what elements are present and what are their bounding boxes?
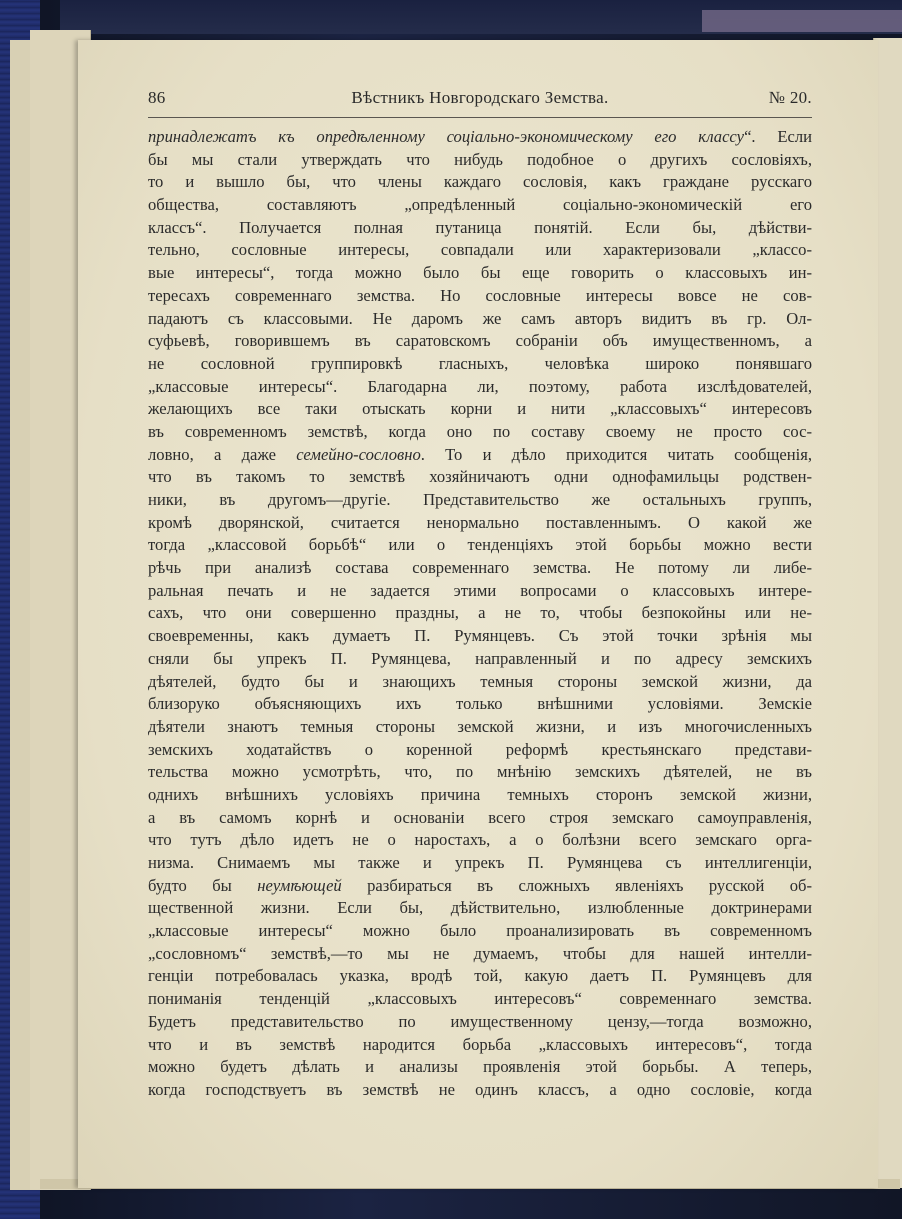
text-line — [148, 285, 812, 308]
text-run: то и вышло бы, что члены каждаго сословія, какъ граждане русскаго — [148, 172, 812, 192]
text-run: когда господствуетъ въ земствѣ не одинъ классъ, а одно сословіе, когда — [148, 1079, 812, 1099]
text-run: тересахъ современнаго земства. Но сословные интересы вовсе не сов- — [148, 285, 812, 305]
text-line — [148, 444, 812, 467]
text-run: „классовые интересы“ можно было проанализировать въ современномъ — [148, 921, 812, 941]
text-run: “. Если — [744, 127, 812, 146]
text-line — [148, 466, 812, 489]
text-run: земскихъ ходатайствъ о коренной реформѣ крестьянскаго представи- — [148, 739, 812, 759]
text-run: кромѣ дворянской, считается ненормально поставленнымъ. О какой же — [148, 512, 812, 532]
text-line — [148, 829, 812, 852]
text-run: не сословной группировкѣ гласныхъ, человѣка широко понявшаго — [148, 353, 812, 373]
text-run: суфьевѣ, говорившемъ въ саратовскомъ собраніи объ имущественномъ, а — [148, 331, 812, 351]
text-run: бы мы стали утверждать что нибудь подобное о другихъ сословіяхъ, — [148, 149, 812, 169]
text-line — [148, 239, 812, 262]
text-run: ральная печать и не задается этими вопросами о классовыхъ интере- — [148, 580, 812, 600]
text-line — [148, 761, 812, 784]
text-run: сняли бы упрекъ П. Румянцева, направленный и по адресу земскихъ — [148, 648, 812, 668]
book-top-edge-strip — [702, 10, 902, 32]
text-run: будто бы — [148, 875, 258, 895]
text-line — [148, 376, 812, 399]
text-line — [148, 1011, 812, 1034]
text-run: а въ самомъ корнѣ и основаніи всего строя земскаго самоуправленія, — [148, 807, 812, 827]
text-run: дѣятелей, будто бы и знающихъ темныя стороны земской жизни, да — [148, 671, 812, 691]
text-line — [148, 512, 812, 535]
text-run: своевременны, какъ думаетъ П. Румянцевъ. Съ этой точки зрѣнія мы — [148, 626, 812, 646]
text-run: вые интересы“, тогда можно было бы еще говорить о классовыхъ ин- — [148, 263, 812, 283]
text-run: однихъ внѣшнихъ условіяхъ причина темныхъ сторонъ земской жизни, — [148, 784, 812, 804]
text-run: ловно, а даже — [148, 444, 297, 464]
text-line — [148, 171, 812, 194]
text-line — [148, 716, 812, 739]
page-number: 86 — [148, 88, 166, 107]
header-rule — [148, 117, 812, 118]
italic-text: неумѣющей — [257, 875, 342, 895]
article-body — [148, 126, 812, 1102]
text-line — [148, 262, 812, 285]
text-run: рѣчь при анализѣ состава современнаго земства. Не потому ли либе- — [148, 558, 812, 578]
text-line — [148, 126, 812, 149]
text-run: дѣятели знаютъ темныя стороны земской жизни, и изъ многочисленныхъ — [148, 716, 812, 736]
text-run: щественной жизни. Если бы, дѣйствительно, излюбленные доктринерами — [148, 898, 812, 918]
text-line — [148, 534, 812, 557]
text-run: „классовые интересы“. Благодарна ли, поэтому, работа изслѣдователей, — [148, 376, 812, 396]
text-run: пониманія тенденцій „классовыхъ интересовъ“ современнаго земства. — [148, 989, 812, 1009]
text-run: тельно, сословные интересы, совпадали или характеризовали „классо- — [148, 240, 812, 260]
text-line — [148, 988, 812, 1011]
text-line — [148, 648, 812, 671]
text-run: „сословномъ“ земствѣ,—то мы не думаемъ, чтобы для нашей интелли- — [148, 943, 812, 963]
text-line — [148, 1034, 812, 1057]
text-line — [148, 1079, 812, 1102]
text-run: тогда „классовой борьбѣ“ или о тенденціяхъ этой борьбы можно вести — [148, 535, 812, 555]
text-line — [148, 217, 812, 240]
text-line — [148, 693, 812, 716]
italic-text: семейно-сословно — [296, 444, 421, 464]
text-run: близоруко объясняющихъ ихъ только внѣшними условіями. Земскіе — [148, 694, 812, 714]
text-line — [148, 557, 812, 580]
text-line — [148, 784, 812, 807]
text-run: что тутъ дѣло идетъ не о наростахъ, а о болѣзни всего земскаго орга- — [148, 830, 812, 850]
text-run: . То и дѣло приходится читать сообщенія, — [420, 444, 812, 464]
text-line — [148, 580, 812, 603]
text-run: генціи потребовалась указка, вродѣ той, какую даетъ П. Румянцевъ для — [148, 966, 812, 986]
text-run: желающихъ все таки отыскать корни и нити „классовыхъ“ интересовъ — [148, 399, 812, 419]
text-line — [148, 671, 812, 694]
text-line — [148, 308, 812, 331]
text-run: общества, составляютъ „опредѣленный соціально-экономическій его — [148, 195, 812, 215]
text-line — [148, 807, 812, 830]
running-head — [148, 88, 812, 112]
text-run: падаютъ съ классовыми. Не даромъ же самъ авторъ видитъ въ гр. Ол- — [148, 308, 812, 328]
text-line — [148, 875, 812, 898]
text-line — [148, 330, 812, 353]
text-line — [148, 489, 812, 512]
text-line — [148, 194, 812, 217]
text-run: тельства можно усмотрѣть, что, по мнѣнію земскихъ дѣятелей, не въ — [148, 762, 812, 782]
text-line — [148, 897, 812, 920]
text-run: что въ такомъ то земствѣ хозяйничаютъ одни однофамильцы родствен- — [148, 467, 812, 487]
text-line — [148, 965, 812, 988]
italic-text: принадлежатъ къ опредѣленному соціально-экономическому его классу — [148, 127, 745, 146]
text-run: что и въ земствѣ народится борьба „классовыхъ интересовъ“, тогда — [148, 1034, 812, 1054]
text-run: разбираться въ сложныхъ явленіяхъ русской об- — [341, 875, 812, 895]
text-line — [148, 353, 812, 376]
text-line — [148, 398, 812, 421]
text-run: можно будетъ дѣлать и анализы проявленія этой борьбы. А теперь, — [148, 1057, 812, 1077]
journal-title: Вѣстникъ Новгородскаго Земства. — [351, 88, 609, 107]
text-line — [148, 625, 812, 648]
text-line — [148, 852, 812, 875]
text-line — [148, 149, 812, 172]
issue-number: № 20. — [768, 88, 812, 107]
text-line — [148, 739, 812, 762]
text-run: низма. Снимаемъ мы также и упрекъ П. Румянцева съ интеллигенціи, — [148, 853, 812, 872]
text-line — [148, 943, 812, 966]
text-run: сахъ, что они совершенно праздны, а не то, чтобы безпокойны или не- — [148, 603, 812, 623]
text-line — [148, 602, 812, 625]
text-run: въ современномъ земствѣ, когда оно по составу своему не просто сос- — [148, 421, 812, 441]
text-run: ники, въ другомъ—другіе. Представительство же остальныхъ группъ, — [148, 490, 812, 509]
text-run: Будетъ представительство по имущественному цензу,—тогда возможно, — [148, 1011, 812, 1031]
paper-page — [78, 40, 878, 1188]
text-line — [148, 421, 812, 444]
text-line — [148, 920, 812, 943]
text-run: классъ“. Получается полная путаница понятій. Если бы, дѣйстви- — [148, 217, 812, 237]
text-line — [148, 1056, 812, 1079]
